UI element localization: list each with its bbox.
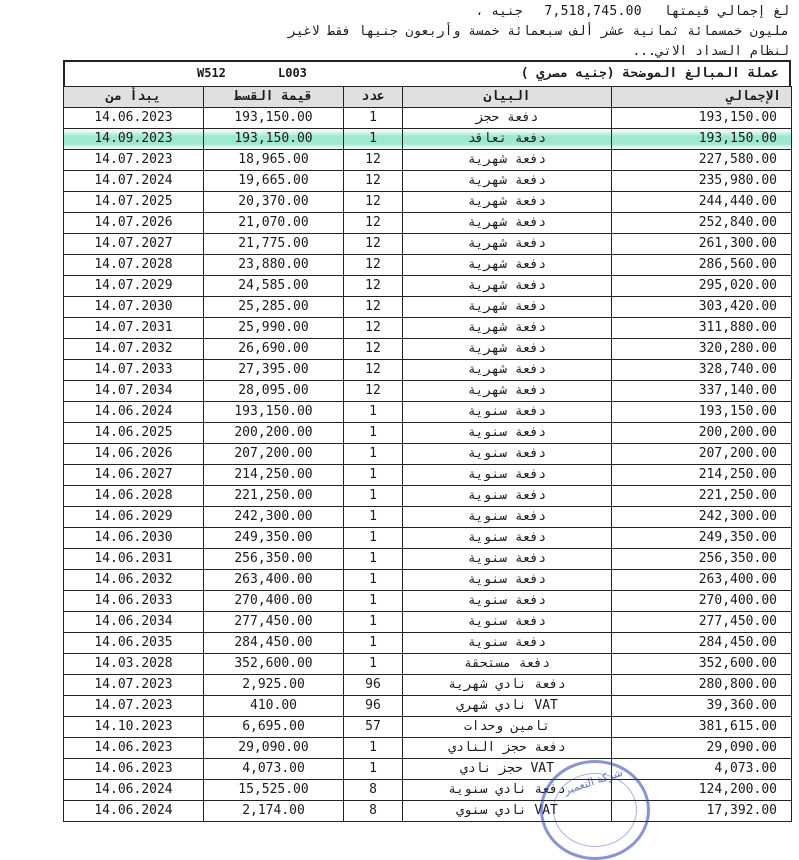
cell-total: 17,392.00 bbox=[612, 801, 792, 822]
cell-installment-value: 18,965.00 bbox=[204, 150, 344, 171]
cell-installment-value: 200,200.00 bbox=[204, 423, 344, 444]
cell-description: دفعة سنوية bbox=[403, 633, 612, 654]
header-payment-system: لنظام السداد الاتي... bbox=[632, 44, 789, 59]
cell-description: دفعة شهرية bbox=[403, 339, 612, 360]
table-row bbox=[64, 780, 792, 801]
cell-installment-value: 27,395.00 bbox=[204, 360, 344, 381]
cell-description: دفعة سنوية bbox=[403, 570, 612, 591]
cell-total: 303,420.00 bbox=[612, 297, 792, 318]
cell-start-date: 14.07.2033 bbox=[64, 360, 204, 381]
cell-description: دفعة سنوية bbox=[403, 591, 612, 612]
cell-start-date: 14.10.2023 bbox=[64, 717, 204, 738]
header-line-total bbox=[476, 4, 789, 19]
cell-start-date: 14.06.2031 bbox=[64, 549, 204, 570]
cell-total: 286,560.00 bbox=[612, 255, 792, 276]
cell-start-date: 14.09.2023 bbox=[64, 129, 204, 150]
table-row bbox=[64, 465, 792, 486]
table-row bbox=[64, 297, 792, 318]
cell-description: دفعة شهرية bbox=[403, 318, 612, 339]
table-body bbox=[64, 108, 792, 822]
cell-start-date: 14.07.2023 bbox=[64, 675, 204, 696]
cell-start-date: 14.06.2035 bbox=[64, 633, 204, 654]
table-row bbox=[64, 171, 792, 192]
cell-installment-value: 25,285.00 bbox=[204, 297, 344, 318]
cell-description: دفعة نادي سنوية bbox=[403, 780, 612, 801]
cell-description: دفعة سنوية bbox=[403, 444, 612, 465]
cell-count: 96 bbox=[344, 675, 403, 696]
cell-count: 12 bbox=[344, 150, 403, 171]
cell-start-date: 14.07.2030 bbox=[64, 297, 204, 318]
cell-count: 1 bbox=[344, 465, 403, 486]
cell-count: 96 bbox=[344, 696, 403, 717]
cell-total: 381,615.00 bbox=[612, 717, 792, 738]
cell-installment-value: 19,665.00 bbox=[204, 171, 344, 192]
cell-count: 1 bbox=[344, 444, 403, 465]
cell-start-date: 14.07.2025 bbox=[64, 192, 204, 213]
cell-start-date: 14.06.2024 bbox=[64, 402, 204, 423]
table-row bbox=[64, 591, 792, 612]
cell-count: 12 bbox=[344, 171, 403, 192]
table-row bbox=[64, 423, 792, 444]
cell-description: دفعة شهرية bbox=[403, 234, 612, 255]
cell-start-date: 14.07.2028 bbox=[64, 255, 204, 276]
cell-count: 1 bbox=[344, 108, 403, 129]
cell-start-date: 14.06.2027 bbox=[64, 465, 204, 486]
cell-description: تامين وحدات bbox=[403, 717, 612, 738]
cell-total: 249,350.00 bbox=[612, 528, 792, 549]
cell-total: 270,400.00 bbox=[612, 591, 792, 612]
cell-total: 328,740.00 bbox=[612, 360, 792, 381]
cell-count: 12 bbox=[344, 360, 403, 381]
cell-installment-value: 4,073.00 bbox=[204, 759, 344, 780]
cell-installment-value: 207,200.00 bbox=[204, 444, 344, 465]
cell-description: دفعة سنوية bbox=[403, 528, 612, 549]
cell-count: 1 bbox=[344, 591, 403, 612]
cell-description: دفعة سنوية bbox=[403, 612, 612, 633]
header-total-amount: 7,518,745.00 bbox=[544, 4, 642, 19]
cell-description: دفعة شهرية bbox=[403, 150, 612, 171]
cell-start-date: 14.06.2033 bbox=[64, 591, 204, 612]
cell-description: دفعة شهرية bbox=[403, 297, 612, 318]
cell-installment-value: 352,600.00 bbox=[204, 654, 344, 675]
column-header-total: الإجمالي bbox=[612, 87, 792, 108]
cell-description: دفعة سنوية bbox=[403, 423, 612, 444]
cell-count: 1 bbox=[344, 570, 403, 591]
cell-description: دفعة شهرية bbox=[403, 381, 612, 402]
table-title-bar bbox=[63, 60, 791, 86]
cell-description: دفعة حجز النادي bbox=[403, 738, 612, 759]
cell-total: 124,200.00 bbox=[612, 780, 792, 801]
cell-count: 1 bbox=[344, 612, 403, 633]
cell-total: 320,280.00 bbox=[612, 339, 792, 360]
table-row bbox=[64, 654, 792, 675]
cell-start-date: 14.06.2024 bbox=[64, 801, 204, 822]
cell-total: 252,840.00 bbox=[612, 213, 792, 234]
cell-start-date: 14.06.2023 bbox=[64, 108, 204, 129]
cell-count: 8 bbox=[344, 780, 403, 801]
cell-total: 193,150.00 bbox=[612, 108, 792, 129]
column-header-start-date: يبدأ من bbox=[64, 87, 204, 108]
cell-installment-value: 21,070.00 bbox=[204, 213, 344, 234]
cell-count: 12 bbox=[344, 297, 403, 318]
table-row bbox=[64, 129, 792, 150]
stamp-text: شركة التعمير bbox=[562, 765, 625, 798]
cell-description: دفعة تعاقد bbox=[403, 129, 612, 150]
cell-total: 277,450.00 bbox=[612, 612, 792, 633]
cell-installment-value: 2,925.00 bbox=[204, 675, 344, 696]
cell-start-date: 14.06.2023 bbox=[64, 759, 204, 780]
cell-total: 311,880.00 bbox=[612, 318, 792, 339]
cell-start-date: 14.06.2023 bbox=[64, 738, 204, 759]
cell-total: 284,450.00 bbox=[612, 633, 792, 654]
cell-description: دفعة شهرية bbox=[403, 213, 612, 234]
cell-total: 200,200.00 bbox=[612, 423, 792, 444]
cell-count: 12 bbox=[344, 381, 403, 402]
cell-start-date: 14.07.2034 bbox=[64, 381, 204, 402]
code-l: L003 bbox=[278, 66, 307, 80]
cell-description: دفعة شهرية bbox=[403, 192, 612, 213]
cell-count: 12 bbox=[344, 213, 403, 234]
cell-start-date: 14.07.2026 bbox=[64, 213, 204, 234]
table-row bbox=[64, 402, 792, 423]
cell-total: 193,150.00 bbox=[612, 402, 792, 423]
cell-count: 1 bbox=[344, 759, 403, 780]
column-header-count: عدد bbox=[344, 87, 403, 108]
table-row bbox=[64, 213, 792, 234]
table-row bbox=[64, 549, 792, 570]
cell-total: 4,073.00 bbox=[612, 759, 792, 780]
cell-total: 337,140.00 bbox=[612, 381, 792, 402]
company-stamp bbox=[540, 760, 650, 860]
table-row bbox=[64, 612, 792, 633]
cell-start-date: 14.07.2023 bbox=[64, 150, 204, 171]
cell-total: 244,440.00 bbox=[612, 192, 792, 213]
cell-count: 1 bbox=[344, 129, 403, 150]
cell-description: VAT حجز نادي bbox=[403, 759, 612, 780]
table-row bbox=[64, 255, 792, 276]
column-header-installment: قيمة القسط bbox=[204, 87, 344, 108]
cell-description: دفعة حجز bbox=[403, 108, 612, 129]
cell-installment-value: 410.00 bbox=[204, 696, 344, 717]
cell-installment-value: 277,450.00 bbox=[204, 612, 344, 633]
cell-installment-value: 26,690.00 bbox=[204, 339, 344, 360]
cell-total: 261,300.00 bbox=[612, 234, 792, 255]
cell-count: 12 bbox=[344, 318, 403, 339]
cell-total: 29,090.00 bbox=[612, 738, 792, 759]
table-row bbox=[64, 675, 792, 696]
table-row bbox=[64, 759, 792, 780]
cell-total: 39,360.00 bbox=[612, 696, 792, 717]
table-header-row bbox=[64, 87, 792, 108]
table-row bbox=[64, 318, 792, 339]
cell-installment-value: 193,150.00 bbox=[204, 402, 344, 423]
cell-total: 256,350.00 bbox=[612, 549, 792, 570]
cell-start-date: 14.07.2031 bbox=[64, 318, 204, 339]
column-header-description: البيان bbox=[403, 87, 612, 108]
code-w: W512 bbox=[197, 66, 226, 80]
cell-installment-value: 21,775.00 bbox=[204, 234, 344, 255]
table-row bbox=[64, 276, 792, 297]
currency-label: عملة المبالغ الموضحة (جنيه مصري ) bbox=[520, 66, 779, 81]
cell-description: VAT نادي سنوي bbox=[403, 801, 612, 822]
cell-start-date: 14.06.2024 bbox=[64, 780, 204, 801]
table-row bbox=[64, 738, 792, 759]
cell-start-date: 14.06.2034 bbox=[64, 612, 204, 633]
cell-description: دفعة سنوية bbox=[403, 549, 612, 570]
cell-count: 57 bbox=[344, 717, 403, 738]
cell-start-date: 14.06.2029 bbox=[64, 507, 204, 528]
cell-installment-value: 270,400.00 bbox=[204, 591, 344, 612]
table-row bbox=[64, 234, 792, 255]
cell-installment-value: 23,880.00 bbox=[204, 255, 344, 276]
cell-start-date: 14.07.2032 bbox=[64, 339, 204, 360]
cell-total: 242,300.00 bbox=[612, 507, 792, 528]
cell-count: 12 bbox=[344, 255, 403, 276]
cell-count: 1 bbox=[344, 654, 403, 675]
cell-total: 221,250.00 bbox=[612, 486, 792, 507]
cell-start-date: 14.07.2023 bbox=[64, 696, 204, 717]
cell-total: 214,250.00 bbox=[612, 465, 792, 486]
cell-start-date: 14.06.2032 bbox=[64, 570, 204, 591]
cell-start-date: 14.06.2028 bbox=[64, 486, 204, 507]
cell-description: دفعة شهرية bbox=[403, 255, 612, 276]
cell-installment-value: 28,095.00 bbox=[204, 381, 344, 402]
cell-installment-value: 242,300.00 bbox=[204, 507, 344, 528]
table-row bbox=[64, 528, 792, 549]
header-amount-in-words: مليون خمسمائة ثمانية عشر ألف سبعمائة خمسة وأربعون جنيها فقط لاغير bbox=[288, 24, 789, 39]
cell-start-date: 14.06.2025 bbox=[64, 423, 204, 444]
cell-total: 235,980.00 bbox=[612, 171, 792, 192]
cell-start-date: 14.06.2030 bbox=[64, 528, 204, 549]
cell-installment-value: 6,695.00 bbox=[204, 717, 344, 738]
table-row bbox=[64, 339, 792, 360]
cell-start-date: 14.06.2026 bbox=[64, 444, 204, 465]
cell-total: 207,200.00 bbox=[612, 444, 792, 465]
cell-description: دفعة سنوية bbox=[403, 507, 612, 528]
cell-description: دفعة شهرية bbox=[403, 276, 612, 297]
table-row bbox=[64, 381, 792, 402]
table-row bbox=[64, 150, 792, 171]
header-total-label: لغ إجمالي قيمتها bbox=[663, 4, 789, 19]
cell-description: دفعة شهرية bbox=[403, 360, 612, 381]
payment-schedule-table bbox=[63, 86, 792, 822]
cell-count: 1 bbox=[344, 738, 403, 759]
cell-installment-value: 256,350.00 bbox=[204, 549, 344, 570]
cell-count: 1 bbox=[344, 402, 403, 423]
table-row bbox=[64, 570, 792, 591]
header-total-currency: جنيه ، bbox=[475, 4, 523, 19]
cell-description: دفعة مستحقة bbox=[403, 654, 612, 675]
table-row bbox=[64, 717, 792, 738]
cell-installment-value: 15,525.00 bbox=[204, 780, 344, 801]
cell-total: 193,150.00 bbox=[612, 129, 792, 150]
table-row bbox=[64, 507, 792, 528]
cell-count: 12 bbox=[344, 339, 403, 360]
cell-count: 1 bbox=[344, 423, 403, 444]
cell-description: دفعة نادي شهرية bbox=[403, 675, 612, 696]
table-row bbox=[64, 444, 792, 465]
table-row bbox=[64, 633, 792, 654]
cell-start-date: 14.07.2029 bbox=[64, 276, 204, 297]
cell-description: دفعة سنوية bbox=[403, 402, 612, 423]
cell-count: 1 bbox=[344, 633, 403, 654]
cell-description: دفعة سنوية bbox=[403, 486, 612, 507]
cell-installment-value: 263,400.00 bbox=[204, 570, 344, 591]
table-row bbox=[64, 192, 792, 213]
cell-start-date: 14.07.2027 bbox=[64, 234, 204, 255]
cell-installment-value: 29,090.00 bbox=[204, 738, 344, 759]
cell-total: 280,800.00 bbox=[612, 675, 792, 696]
cell-description: VAT نادي شهري bbox=[403, 696, 612, 717]
cell-count: 12 bbox=[344, 276, 403, 297]
table-row bbox=[64, 696, 792, 717]
cell-start-date: 14.03.2028 bbox=[64, 654, 204, 675]
cell-count: 1 bbox=[344, 528, 403, 549]
cell-start-date: 14.07.2024 bbox=[64, 171, 204, 192]
cell-installment-value: 24,585.00 bbox=[204, 276, 344, 297]
cell-total: 295,020.00 bbox=[612, 276, 792, 297]
cell-count: 8 bbox=[344, 801, 403, 822]
cell-installment-value: 284,450.00 bbox=[204, 633, 344, 654]
table-row bbox=[64, 486, 792, 507]
cell-description: دفعة شهرية bbox=[403, 171, 612, 192]
cell-count: 12 bbox=[344, 234, 403, 255]
cell-total: 263,400.00 bbox=[612, 570, 792, 591]
cell-installment-value: 221,250.00 bbox=[204, 486, 344, 507]
cell-installment-value: 193,150.00 bbox=[204, 129, 344, 150]
cell-count: 1 bbox=[344, 549, 403, 570]
cell-installment-value: 2,174.00 bbox=[204, 801, 344, 822]
cell-count: 12 bbox=[344, 192, 403, 213]
cell-installment-value: 249,350.00 bbox=[204, 528, 344, 549]
cell-installment-value: 20,370.00 bbox=[204, 192, 344, 213]
cell-count: 1 bbox=[344, 507, 403, 528]
cell-installment-value: 25,990.00 bbox=[204, 318, 344, 339]
table-row bbox=[64, 801, 792, 822]
cell-installment-value: 193,150.00 bbox=[204, 108, 344, 129]
table-row bbox=[64, 360, 792, 381]
cell-installment-value: 214,250.00 bbox=[204, 465, 344, 486]
cell-total: 227,580.00 bbox=[612, 150, 792, 171]
cell-total: 352,600.00 bbox=[612, 654, 792, 675]
cell-count: 1 bbox=[344, 486, 403, 507]
table-row bbox=[64, 108, 792, 129]
cell-description: دفعة سنوية bbox=[403, 465, 612, 486]
